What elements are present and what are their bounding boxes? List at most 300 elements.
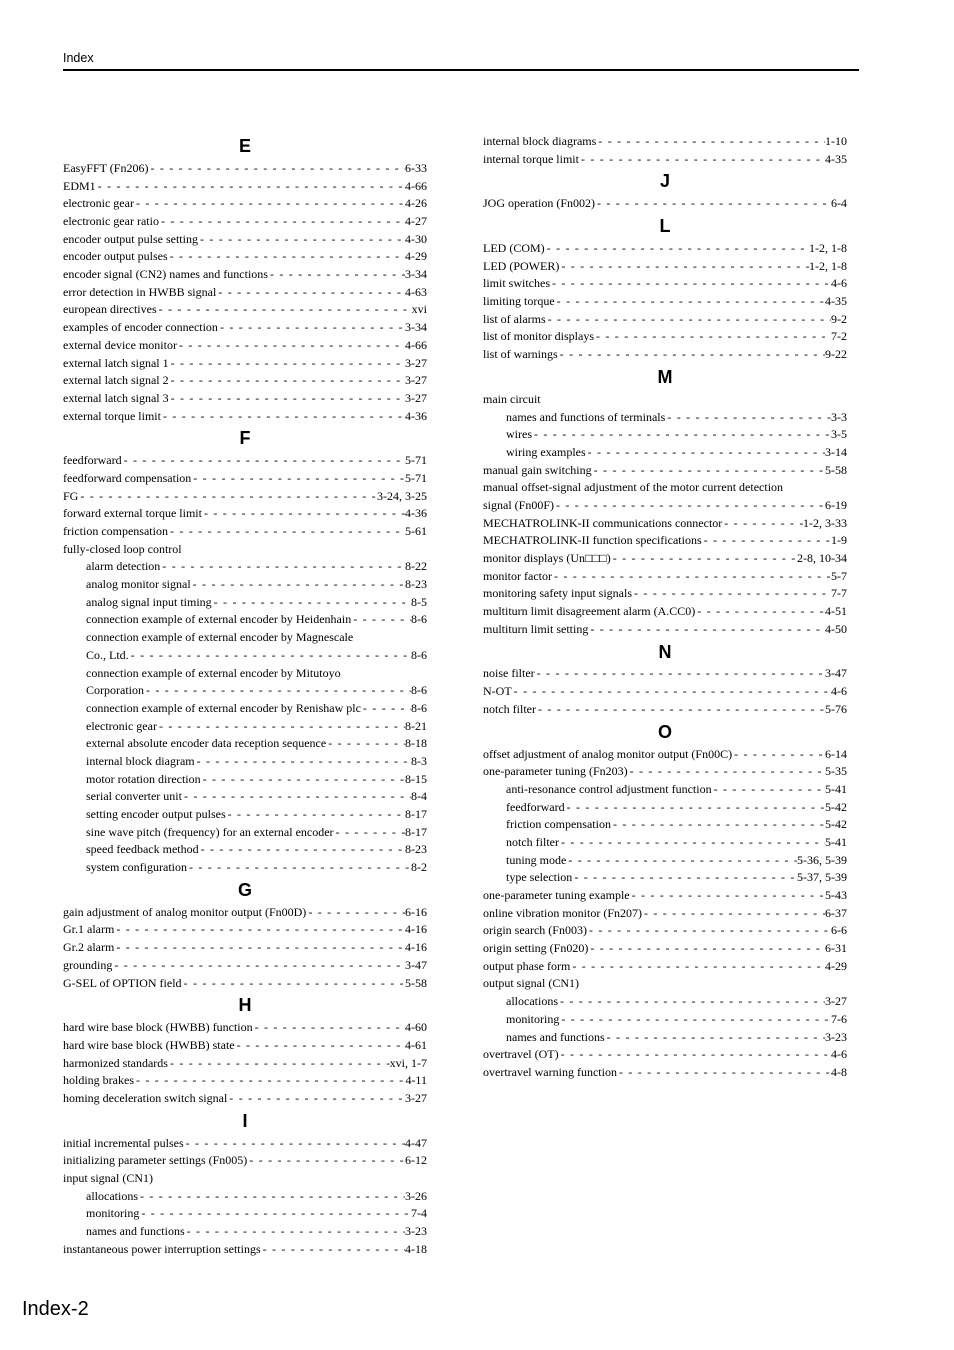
entry-term: tuning mode xyxy=(506,852,567,867)
index-entry xyxy=(483,275,847,293)
index-subentry xyxy=(483,426,847,444)
entry-page-ref: 3-27 xyxy=(405,1090,427,1105)
entry-page-ref: 4-47 xyxy=(405,1135,427,1150)
entry-page-ref: 4-6 xyxy=(831,276,847,291)
index-entry xyxy=(63,302,427,320)
entry-page-ref: 9-22 xyxy=(825,347,847,362)
entry-page-ref: 7-6 xyxy=(831,1011,847,1026)
entry-term: european directives xyxy=(63,302,157,317)
index-entry xyxy=(63,248,427,266)
entry-term: connection example of external encoder by Mitutoyo xyxy=(86,665,341,680)
entry-term: monitor factor xyxy=(483,568,552,583)
entry-page-ref: 7-7 xyxy=(831,586,847,601)
entry-page-ref: 3-34 xyxy=(405,320,427,335)
entry-term: names and functions of terminals xyxy=(506,409,666,424)
index-subentry xyxy=(63,576,427,594)
index-entry xyxy=(63,975,427,993)
index-entry xyxy=(483,887,847,905)
index-subentry xyxy=(63,647,427,665)
dot-leader xyxy=(632,585,831,603)
index-entry xyxy=(63,231,427,249)
dot-leader xyxy=(642,905,825,923)
dot-leader xyxy=(588,621,825,639)
index-subentry xyxy=(63,665,427,683)
index-entry xyxy=(63,408,427,426)
entry-page-ref: 6-12 xyxy=(405,1153,427,1168)
index-entry xyxy=(483,133,847,151)
entry-term: names and functions xyxy=(86,1224,185,1239)
index-entry xyxy=(483,666,847,684)
index-subentry xyxy=(63,859,427,877)
dot-leader xyxy=(139,1205,411,1223)
entry-term: grounding xyxy=(63,957,113,972)
entry-term: gain adjustment of analog monitor output (Fn00D) xyxy=(63,904,307,919)
entry-page-ref: 3-27 xyxy=(825,994,847,1009)
entry-page-ref: 6-19 xyxy=(825,497,847,512)
dot-leader xyxy=(361,700,411,718)
entry-term: notch filter xyxy=(506,834,559,849)
entry-page-ref: 4-30 xyxy=(405,231,427,246)
dot-leader xyxy=(565,799,825,817)
dot-leader xyxy=(134,195,405,213)
index-subentry xyxy=(63,1188,427,1206)
entry-page-ref: 1-10 xyxy=(825,133,847,148)
index-entry xyxy=(63,1072,427,1090)
entry-term: monitor displays (Un□□□) xyxy=(483,551,611,566)
index-entry xyxy=(483,240,847,258)
entry-term: N-OT xyxy=(483,684,512,699)
entry-page-ref: 7-4 xyxy=(411,1206,427,1221)
index-entry xyxy=(483,763,847,781)
index-entry xyxy=(483,329,847,347)
entry-term: speed feedback method xyxy=(86,842,199,857)
entry-page-ref: 7-2 xyxy=(831,329,847,344)
entry-page-ref: 8-6 xyxy=(411,683,427,698)
entry-term: encoder output pulse setting xyxy=(63,231,198,246)
index-entry xyxy=(63,1019,427,1037)
dot-leader xyxy=(199,841,405,859)
entry-term: homing deceleration switch signal xyxy=(63,1090,228,1105)
entry-term: analog signal input timing xyxy=(86,594,212,609)
entry-term: connection example of external encoder by Renishaw plc xyxy=(86,700,361,715)
entry-term: connection example of external encoder by Heidenhain xyxy=(86,612,352,627)
index-entry xyxy=(63,195,427,213)
entry-term: analog monitor signal xyxy=(86,577,191,592)
entry-page-ref: 1-9 xyxy=(831,533,847,548)
entry-page-ref: 8-18 xyxy=(405,736,427,751)
index-section xyxy=(63,992,427,1107)
index-subentry xyxy=(63,700,427,718)
entry-page-ref: 9-2 xyxy=(831,311,847,326)
index-entry xyxy=(63,337,427,355)
index-entry xyxy=(63,178,427,196)
entry-term: setting encoder output pulses xyxy=(86,807,226,822)
entry-page-ref: 4-61 xyxy=(405,1037,427,1052)
dot-leader xyxy=(169,372,405,390)
entry-term: Gr.1 alarm xyxy=(63,922,115,937)
index-entry xyxy=(483,258,847,276)
entry-page-ref: 8-17 xyxy=(405,824,427,839)
dot-leader xyxy=(184,1135,405,1153)
index-subentry xyxy=(483,1011,847,1029)
dot-leader xyxy=(566,852,797,870)
dot-leader xyxy=(112,957,405,975)
entry-page-ref: 3-27 xyxy=(405,390,427,405)
dot-leader xyxy=(187,859,411,877)
dot-leader xyxy=(630,887,825,905)
dot-leader xyxy=(532,426,831,444)
index-subentry xyxy=(483,852,847,870)
dot-leader xyxy=(732,746,825,764)
index-entry xyxy=(63,922,427,940)
dot-leader xyxy=(201,771,405,789)
index-subentry xyxy=(483,834,847,852)
dot-leader xyxy=(212,594,411,612)
index-entry xyxy=(483,603,847,621)
dot-leader xyxy=(78,488,377,506)
entry-term: internal block diagram xyxy=(86,753,195,768)
entry-page-ref: 8-6 xyxy=(411,647,427,662)
entry-term: encoder signal (CN2) names and functions xyxy=(63,267,268,282)
entry-page-ref: 3-27 xyxy=(405,355,427,370)
entry-term: initializing parameter settings (Fn005) xyxy=(63,1153,248,1168)
entry-page-ref: 3-23 xyxy=(825,1029,847,1044)
dot-leader xyxy=(185,1223,405,1241)
entry-term: manual gain switching xyxy=(483,462,592,477)
entry-term: list of monitor displays xyxy=(483,329,594,344)
index-entry xyxy=(63,1152,427,1170)
dot-leader xyxy=(611,816,825,834)
section-letter: F xyxy=(239,428,251,449)
index-column-right xyxy=(483,133,847,1082)
entry-term: names and functions xyxy=(506,1029,605,1044)
dot-leader xyxy=(247,1152,405,1170)
index-entry xyxy=(63,523,427,541)
index-entry xyxy=(483,701,847,719)
entry-page-ref: xvi xyxy=(411,302,427,317)
entry-term: feedforward xyxy=(506,799,565,814)
entry-page-ref: 5-58 xyxy=(825,462,847,477)
entry-page-ref: 4-36 xyxy=(405,506,427,521)
index-entry xyxy=(63,452,427,470)
entry-term: internal block diagrams xyxy=(483,133,597,148)
dot-leader xyxy=(168,523,405,541)
entry-term: JOG operation (Fn002) xyxy=(483,196,595,211)
entry-term: wires xyxy=(506,427,532,442)
entry-page-ref: 5-71 xyxy=(405,470,427,485)
dot-leader xyxy=(587,922,831,940)
entry-term: overtravel (OT) xyxy=(483,1047,559,1062)
index-subentry xyxy=(63,682,427,700)
entry-term: forward external torque limit xyxy=(63,506,202,521)
entry-term: online vibration monitor (Fn207) xyxy=(483,905,642,920)
entry-page-ref: 8-6 xyxy=(411,612,427,627)
entry-page-ref: 3-34 xyxy=(405,267,427,282)
entry-term: one-parameter tuning example xyxy=(483,888,630,903)
entry-term: external latch signal 2 xyxy=(63,373,169,388)
index-section xyxy=(63,877,427,992)
entry-term: allocations xyxy=(506,994,558,1009)
index-entry xyxy=(483,479,847,497)
entry-term: alarm detection xyxy=(86,559,161,574)
index-entry xyxy=(483,462,847,480)
dot-leader xyxy=(665,409,831,427)
index-entry xyxy=(63,390,427,408)
entry-term: limit switches xyxy=(483,276,550,291)
entry-term: feedforward xyxy=(63,453,122,468)
index-subentry xyxy=(63,558,427,576)
dot-leader xyxy=(261,1241,405,1259)
index-entry xyxy=(483,1064,847,1082)
dot-leader xyxy=(218,319,405,337)
index-entry xyxy=(63,904,427,922)
index-subentry xyxy=(63,753,427,771)
entry-page-ref: 6-6 xyxy=(831,923,847,938)
entry-term: origin search (Fn003) xyxy=(483,923,587,938)
index-subentry xyxy=(483,869,847,887)
entry-term: overtravel warning function xyxy=(483,1064,617,1079)
dot-leader xyxy=(159,213,405,231)
entry-term: system configuration xyxy=(86,860,187,875)
dot-leader xyxy=(695,603,825,621)
entry-page-ref: 4-27 xyxy=(405,214,427,229)
entry-page-ref: 4-6 xyxy=(831,1047,847,1062)
dot-leader xyxy=(129,647,411,665)
entry-term: signal (Fn00F) xyxy=(483,497,555,512)
entry-term: holding brakes xyxy=(63,1073,134,1088)
entry-term: monitoring xyxy=(506,1011,560,1026)
dot-leader xyxy=(722,515,803,533)
entry-term: list of alarms xyxy=(483,311,546,326)
entry-page-ref: 3-14 xyxy=(825,444,847,459)
entry-page-ref: 3-23 xyxy=(405,1224,427,1239)
entry-term: electronic gear xyxy=(63,196,134,211)
entry-page-ref: 5-76 xyxy=(825,701,847,716)
entry-term: input signal (CN1) xyxy=(63,1171,153,1186)
index-entry xyxy=(483,922,847,940)
index-subentry xyxy=(63,771,427,789)
entry-page-ref: 4-6 xyxy=(831,684,847,699)
entry-page-ref: 3-47 xyxy=(825,666,847,681)
entry-term: main circuit xyxy=(483,391,541,406)
entry-term: origin setting (Fn020) xyxy=(483,941,589,956)
dot-leader xyxy=(182,975,405,993)
entry-page-ref: 6-37 xyxy=(825,905,847,920)
index-entry xyxy=(63,1170,427,1188)
entry-term: manual offset-signal adjustment of the motor current detection xyxy=(483,480,784,495)
entry-term: type selection xyxy=(506,870,573,885)
index-section xyxy=(483,133,847,168)
index-subentry xyxy=(63,824,427,842)
index-entry xyxy=(483,515,847,533)
dot-leader xyxy=(586,444,825,462)
entry-term: Corporation xyxy=(86,683,144,698)
entry-term: LED (COM) xyxy=(483,241,545,256)
index-entry xyxy=(63,319,427,337)
dot-leader xyxy=(169,390,405,408)
dot-leader xyxy=(268,266,405,284)
dot-leader xyxy=(157,718,405,736)
entry-term: multiturn limit disagreement alarm (A.CC0) xyxy=(483,604,696,619)
index-subentry xyxy=(63,806,427,824)
dot-leader xyxy=(546,311,831,329)
index-entry xyxy=(483,311,847,329)
dot-leader xyxy=(253,1019,405,1037)
entry-term: hard wire base block (HWBB) state xyxy=(63,1037,235,1052)
entry-term: limiting torque xyxy=(483,294,555,309)
entry-term: list of warnings xyxy=(483,347,558,362)
entry-term: MECHATROLINK-II function specifications xyxy=(483,533,702,548)
dot-leader xyxy=(168,248,405,266)
entry-page-ref: 4-18 xyxy=(405,1241,427,1256)
index-entry xyxy=(63,284,427,302)
entry-page-ref: 8-4 xyxy=(411,789,427,804)
entry-term: electronic gear ratio xyxy=(63,214,159,229)
dot-leader xyxy=(559,1011,831,1029)
entry-term: external latch signal 3 xyxy=(63,390,169,405)
index-entry xyxy=(63,957,427,975)
entry-term: Co., Ltd. xyxy=(86,647,129,662)
entry-page-ref: 8-21 xyxy=(405,718,427,733)
index-entry xyxy=(483,940,847,958)
index-subentry xyxy=(63,612,427,630)
index-subentry xyxy=(483,781,847,799)
index-subentry xyxy=(483,799,847,817)
entry-page-ref: 1-2, 1-8 xyxy=(809,258,847,273)
dot-leader xyxy=(594,329,831,347)
dot-leader xyxy=(226,806,405,824)
dot-leader xyxy=(306,904,405,922)
index-section xyxy=(63,133,427,425)
dot-leader xyxy=(579,151,825,169)
entry-term: FG xyxy=(63,488,79,503)
dot-leader xyxy=(592,462,825,480)
entry-term: allocations xyxy=(86,1188,138,1203)
entry-page-ref: 4-16 xyxy=(405,922,427,937)
dot-leader xyxy=(558,993,825,1011)
entry-term: EasyFFT (Fn206) xyxy=(63,160,149,175)
index-entry xyxy=(63,939,427,957)
entry-page-ref: 4-29 xyxy=(825,958,847,973)
entry-term: harmonized standards xyxy=(63,1055,168,1070)
entry-term: noise filter xyxy=(483,666,535,681)
entry-page-ref: 4-35 xyxy=(825,151,847,166)
entry-page-ref: 4-50 xyxy=(825,621,847,636)
entry-page-ref: 5-58 xyxy=(405,975,427,990)
entry-term: external torque limit xyxy=(63,408,161,423)
index-subentry xyxy=(63,788,427,806)
index-entry xyxy=(483,746,847,764)
entry-term: MECHATROLINK-II communications connector xyxy=(483,515,723,530)
section-letter: N xyxy=(658,641,672,662)
index-subentry xyxy=(63,735,427,753)
index-entry xyxy=(483,905,847,923)
index-entry xyxy=(483,151,847,169)
entry-term: Gr.2 alarm xyxy=(63,940,115,955)
section-letter: L xyxy=(659,216,671,237)
dot-leader xyxy=(216,284,405,302)
entry-page-ref: 3-5 xyxy=(831,427,847,442)
entry-page-ref: 4-63 xyxy=(405,284,427,299)
dot-leader xyxy=(114,939,405,957)
dot-leader xyxy=(161,408,405,426)
section-letter: H xyxy=(238,995,252,1016)
entry-page-ref: 5-36, 5-39 xyxy=(797,852,847,867)
section-letter: O xyxy=(657,721,672,742)
entry-page-ref: 5-61 xyxy=(405,524,427,539)
entry-term: friction compensation xyxy=(506,817,611,832)
page-number: Index-2 xyxy=(22,1298,89,1320)
dot-leader xyxy=(182,788,411,806)
entry-page-ref: 8-2 xyxy=(411,860,427,875)
entry-term: output phase form xyxy=(483,958,571,973)
dot-leader xyxy=(134,1072,405,1090)
index-subentry xyxy=(63,1205,427,1223)
entry-page-ref: 4-8 xyxy=(831,1064,847,1079)
section-letter: I xyxy=(242,1110,248,1131)
index-entry xyxy=(63,160,427,178)
index-section xyxy=(483,168,847,213)
dot-leader xyxy=(138,1188,405,1206)
index-subentry xyxy=(483,1029,847,1047)
entry-term: initial incremental pulses xyxy=(63,1135,184,1150)
entry-page-ref: 6-16 xyxy=(405,904,427,919)
entry-page-ref: 4-11 xyxy=(405,1073,427,1088)
entry-term: monitoring xyxy=(86,1206,140,1221)
dot-leader xyxy=(195,753,411,771)
index-entry xyxy=(483,683,847,701)
entry-term: motor rotation direction xyxy=(86,771,201,786)
index-entry xyxy=(63,505,427,523)
dot-leader xyxy=(605,1029,825,1047)
index-section xyxy=(483,213,847,364)
dot-leader xyxy=(169,355,405,373)
dot-leader xyxy=(512,683,831,701)
entry-page-ref: 1-2, 1-8 xyxy=(809,241,847,256)
entry-page-ref: 1-2, 3-33 xyxy=(803,515,847,530)
entry-page-ref: 6-14 xyxy=(825,746,847,761)
section-letter: J xyxy=(659,171,670,192)
entry-term: external latch signal 1 xyxy=(63,355,169,370)
index-entry xyxy=(63,355,427,373)
index-entry xyxy=(483,958,847,976)
entry-page-ref: 8-5 xyxy=(411,594,427,609)
entry-page-ref: 4-26 xyxy=(405,196,427,211)
index-section xyxy=(483,639,847,719)
section-letter: M xyxy=(657,366,673,387)
index-section xyxy=(63,1108,427,1259)
index-subentry xyxy=(63,594,427,612)
dot-leader xyxy=(536,701,825,719)
dot-leader xyxy=(148,160,405,178)
dot-leader xyxy=(96,178,405,196)
entry-term: G-SEL of OPTION field xyxy=(63,975,182,990)
index-entry xyxy=(63,1037,427,1055)
dot-leader xyxy=(559,834,825,852)
entry-page-ref: 8-17 xyxy=(405,807,427,822)
entry-term: notch filter xyxy=(483,701,536,716)
entry-page-ref: 5-42 xyxy=(825,799,847,814)
index-entry xyxy=(483,976,847,994)
dot-leader xyxy=(550,275,831,293)
index-entry xyxy=(483,621,847,639)
entry-page-ref: 8-22 xyxy=(405,559,427,574)
entry-term: one-parameter tuning (Fn203) xyxy=(483,764,628,779)
index-subentry xyxy=(483,993,847,1011)
section-letter: E xyxy=(238,136,251,156)
entry-term: multiturn limit setting xyxy=(483,621,589,636)
entry-term: error detection in HWBB signal xyxy=(63,284,217,299)
